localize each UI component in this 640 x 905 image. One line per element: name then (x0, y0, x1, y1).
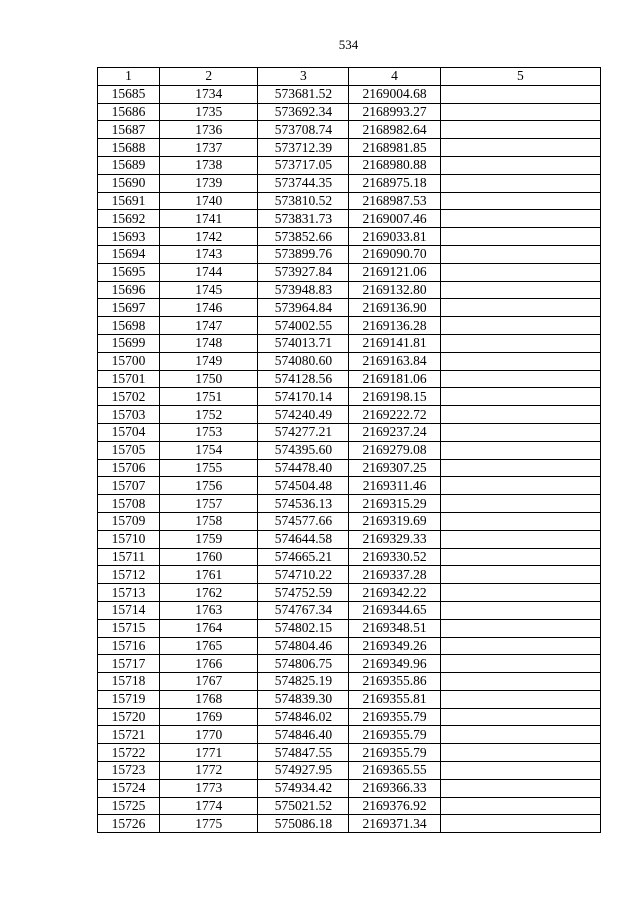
table-cell-col-1: 15700 (98, 352, 160, 370)
table-row (98, 299, 601, 317)
column-header-2: 2 (160, 68, 258, 86)
table-cell-col-2: 1735 (160, 103, 258, 121)
table-row (98, 797, 601, 815)
table-cell-col-1: 15697 (98, 299, 160, 317)
table-row (98, 263, 601, 281)
table-row (98, 601, 601, 619)
table-cell-col-4: 2169004.68 (349, 85, 440, 103)
table-row (98, 744, 601, 762)
table-row (98, 815, 601, 833)
table-cell-col-2: 1761 (160, 566, 258, 584)
table-row (98, 103, 601, 121)
table-cell-col-3: 573948.83 (258, 281, 349, 299)
table-cell-col-3: 575021.52 (258, 797, 349, 815)
table-cell-col-4: 2168982.64 (349, 121, 440, 139)
table-cell-col-1: 15720 (98, 708, 160, 726)
table-cell-col-1: 15686 (98, 103, 160, 121)
table-cell-col-1: 15725 (98, 797, 160, 815)
table-cell-col-2: 1774 (160, 797, 258, 815)
table-cell-col-1: 15712 (98, 566, 160, 584)
table-row (98, 388, 601, 406)
table-cell-col-2: 1764 (160, 619, 258, 637)
table-cell-col-5 (440, 210, 600, 228)
table-cell-col-2: 1766 (160, 655, 258, 673)
table-cell-col-5 (440, 245, 600, 263)
table-cell-col-1: 15698 (98, 317, 160, 335)
table-cell-col-2: 1746 (160, 299, 258, 317)
table-cell-col-3: 574802.15 (258, 619, 349, 637)
table-cell-col-3: 574839.30 (258, 690, 349, 708)
table-cell-col-5 (440, 103, 600, 121)
table-cell-col-4: 2169121.06 (349, 263, 440, 281)
page-number: 534 (338, 37, 359, 52)
table-cell-col-5 (440, 673, 600, 691)
table-cell-col-4: 2169090.70 (349, 245, 440, 263)
table-cell-col-5 (440, 156, 600, 174)
table-cell-col-3: 574846.02 (258, 708, 349, 726)
table-cell-col-1: 15694 (98, 245, 160, 263)
table-body (98, 85, 601, 832)
table-row (98, 762, 601, 780)
table-cell-col-5 (440, 762, 600, 780)
column-header-3: 3 (258, 68, 349, 86)
table-cell-col-4: 2169355.79 (349, 708, 440, 726)
table-cell-col-1: 15692 (98, 210, 160, 228)
table-row (98, 655, 601, 673)
table-cell-col-4: 2169355.86 (349, 673, 440, 691)
table-cell-col-4: 2169355.81 (349, 690, 440, 708)
table-cell-col-3: 574710.22 (258, 566, 349, 584)
table-row (98, 690, 601, 708)
table-cell-col-3: 574847.55 (258, 744, 349, 762)
table-cell-col-2: 1773 (160, 779, 258, 797)
table-row (98, 441, 601, 459)
table-row (98, 726, 601, 744)
table-cell-col-1: 15688 (98, 139, 160, 157)
column-header-5: 5 (440, 68, 600, 86)
table-cell-col-2: 1736 (160, 121, 258, 139)
table-cell-col-3: 573712.39 (258, 139, 349, 157)
table-cell-col-5 (440, 352, 600, 370)
table-row (98, 423, 601, 441)
table-cell-col-1: 15696 (98, 281, 160, 299)
table-cell-col-1: 15724 (98, 779, 160, 797)
table-cell-col-2: 1753 (160, 423, 258, 441)
table-cell-col-3: 573681.52 (258, 85, 349, 103)
table-cell-col-2: 1749 (160, 352, 258, 370)
table-cell-col-3: 575086.18 (258, 815, 349, 833)
table-row (98, 548, 601, 566)
table-cell-col-3: 574825.19 (258, 673, 349, 691)
table-cell-col-2: 1743 (160, 245, 258, 263)
table-cell-col-1: 15721 (98, 726, 160, 744)
table-row (98, 317, 601, 335)
table-cell-col-4: 2168987.53 (349, 192, 440, 210)
table-cell-col-1: 15714 (98, 601, 160, 619)
table-cell-col-4: 2169315.29 (349, 495, 440, 513)
table-cell-col-5 (440, 388, 600, 406)
table-cell-col-3: 574767.34 (258, 601, 349, 619)
table-cell-col-5 (440, 121, 600, 139)
table-row (98, 370, 601, 388)
table-cell-col-2: 1762 (160, 584, 258, 602)
table-row (98, 228, 601, 246)
table-cell-col-5 (440, 281, 600, 299)
table-cell-col-2: 1752 (160, 406, 258, 424)
table-cell-col-3: 574927.95 (258, 762, 349, 780)
table-cell-col-5 (440, 406, 600, 424)
table-cell-col-5 (440, 174, 600, 192)
table-cell-col-3: 573927.84 (258, 263, 349, 281)
table-cell-col-4: 2169344.65 (349, 601, 440, 619)
table-cell-col-3: 573899.76 (258, 245, 349, 263)
table-cell-col-4: 2169319.69 (349, 512, 440, 530)
table-cell-col-5 (440, 548, 600, 566)
table-cell-col-3: 574934.42 (258, 779, 349, 797)
table-cell-col-2: 1738 (160, 156, 258, 174)
table-cell-col-5 (440, 192, 600, 210)
table-cell-col-4: 2169337.28 (349, 566, 440, 584)
table-cell-col-3: 574128.56 (258, 370, 349, 388)
table-cell-col-1: 15709 (98, 512, 160, 530)
table-cell-col-1: 15702 (98, 388, 160, 406)
table-row (98, 174, 601, 192)
table-cell-col-4: 2169342.22 (349, 584, 440, 602)
table-cell-col-3: 573964.84 (258, 299, 349, 317)
table-cell-col-1: 15687 (98, 121, 160, 139)
table-cell-col-1: 15689 (98, 156, 160, 174)
table-cell-col-2: 1763 (160, 601, 258, 619)
table-cell-col-5 (440, 584, 600, 602)
table-cell-col-5 (440, 744, 600, 762)
table-cell-col-5 (440, 619, 600, 637)
table-row (98, 512, 601, 530)
table-cell-col-5 (440, 228, 600, 246)
table-cell-col-4: 2168975.18 (349, 174, 440, 192)
table-cell-col-3: 574504.48 (258, 477, 349, 495)
table-cell-col-5 (440, 459, 600, 477)
header-row (98, 68, 601, 86)
table-row (98, 245, 601, 263)
table-cell-col-2: 1734 (160, 85, 258, 103)
table-cell-col-5 (440, 477, 600, 495)
table-cell-col-4: 2169329.33 (349, 530, 440, 548)
table-cell-col-4: 2169222.72 (349, 406, 440, 424)
table-cell-col-1: 15685 (98, 85, 160, 103)
table-cell-col-1: 15716 (98, 637, 160, 655)
table-cell-col-2: 1754 (160, 441, 258, 459)
table-row (98, 334, 601, 352)
table-cell-col-5 (440, 601, 600, 619)
table-cell-col-1: 15722 (98, 744, 160, 762)
table-row (98, 477, 601, 495)
table-row (98, 495, 601, 513)
table-cell-col-3: 573744.35 (258, 174, 349, 192)
table-row (98, 708, 601, 726)
table-row (98, 210, 601, 228)
table-cell-col-5 (440, 797, 600, 815)
table-cell-col-1: 15710 (98, 530, 160, 548)
table-cell-col-5 (440, 139, 600, 157)
table-cell-col-2: 1741 (160, 210, 258, 228)
table-cell-col-4: 2169136.28 (349, 317, 440, 335)
table-cell-col-5 (440, 334, 600, 352)
table-cell-col-5 (440, 690, 600, 708)
table-cell-col-2: 1771 (160, 744, 258, 762)
table-row (98, 406, 601, 424)
table-row (98, 584, 601, 602)
table-cell-col-4: 2169365.55 (349, 762, 440, 780)
table-cell-col-1: 15719 (98, 690, 160, 708)
table-cell-col-2: 1742 (160, 228, 258, 246)
table-row (98, 779, 601, 797)
table-cell-col-3: 574395.60 (258, 441, 349, 459)
table-cell-col-2: 1765 (160, 637, 258, 655)
coordinates-table (97, 67, 601, 833)
table-cell-col-4: 2169371.34 (349, 815, 440, 833)
table-cell-col-2: 1750 (160, 370, 258, 388)
table-cell-col-1: 15704 (98, 423, 160, 441)
table-cell-col-1: 15701 (98, 370, 160, 388)
table-cell-col-2: 1745 (160, 281, 258, 299)
table-cell-col-3: 574846.40 (258, 726, 349, 744)
table-row (98, 85, 601, 103)
table-cell-col-1: 15713 (98, 584, 160, 602)
table-cell-col-2: 1768 (160, 690, 258, 708)
table-cell-col-3: 573831.73 (258, 210, 349, 228)
table-cell-col-2: 1744 (160, 263, 258, 281)
table-cell-col-4: 2168993.27 (349, 103, 440, 121)
table-cell-col-1: 15693 (98, 228, 160, 246)
table-cell-col-2: 1739 (160, 174, 258, 192)
table-cell-col-2: 1740 (160, 192, 258, 210)
table-cell-col-2: 1772 (160, 762, 258, 780)
table-row (98, 156, 601, 174)
table-cell-col-3: 574478.40 (258, 459, 349, 477)
table-cell-col-5 (440, 566, 600, 584)
table-row (98, 530, 601, 548)
table-cell-col-1: 15726 (98, 815, 160, 833)
table-cell-col-3: 574577.66 (258, 512, 349, 530)
table-cell-col-2: 1770 (160, 726, 258, 744)
table-cell-col-2: 1737 (160, 139, 258, 157)
table-cell-col-4: 2169366.33 (349, 779, 440, 797)
table-cell-col-5 (440, 637, 600, 655)
table-cell-col-1: 15715 (98, 619, 160, 637)
table-cell-col-4: 2169136.90 (349, 299, 440, 317)
table-cell-col-4: 2169349.96 (349, 655, 440, 673)
table-cell-col-1: 15711 (98, 548, 160, 566)
table-cell-col-2: 1748 (160, 334, 258, 352)
table-cell-col-1: 15705 (98, 441, 160, 459)
table-row (98, 281, 601, 299)
table-row (98, 566, 601, 584)
table-cell-col-5 (440, 423, 600, 441)
table-cell-col-5 (440, 263, 600, 281)
table-row (98, 459, 601, 477)
table-row (98, 637, 601, 655)
table-cell-col-2: 1760 (160, 548, 258, 566)
table-row (98, 192, 601, 210)
table-cell-col-3: 573692.34 (258, 103, 349, 121)
table-cell-col-5 (440, 779, 600, 797)
table-cell-col-4: 2169330.52 (349, 548, 440, 566)
table-cell-col-3: 574277.21 (258, 423, 349, 441)
table-cell-col-1: 15708 (98, 495, 160, 513)
table-cell-col-1: 15707 (98, 477, 160, 495)
table-cell-col-4: 2168981.85 (349, 139, 440, 157)
table-cell-col-5 (440, 317, 600, 335)
table-row (98, 619, 601, 637)
table-cell-col-1: 15703 (98, 406, 160, 424)
table-cell-col-3: 573708.74 (258, 121, 349, 139)
table-cell-col-3: 574002.55 (258, 317, 349, 335)
table-cell-col-4: 2169181.06 (349, 370, 440, 388)
table-cell-col-2: 1756 (160, 477, 258, 495)
table-cell-col-3: 573852.66 (258, 228, 349, 246)
table-cell-col-3: 574806.75 (258, 655, 349, 673)
table-cell-col-3: 574644.58 (258, 530, 349, 548)
table-cell-col-2: 1759 (160, 530, 258, 548)
table-cell-col-3: 574665.21 (258, 548, 349, 566)
table-cell-col-3: 574804.46 (258, 637, 349, 655)
table-cell-col-3: 574240.49 (258, 406, 349, 424)
table-cell-col-5 (440, 708, 600, 726)
table-cell-col-4: 2169307.25 (349, 459, 440, 477)
column-header-1: 1 (98, 68, 160, 86)
table-cell-col-5 (440, 495, 600, 513)
table-cell-col-4: 2169163.84 (349, 352, 440, 370)
table-cell-col-2: 1755 (160, 459, 258, 477)
table-cell-col-2: 1758 (160, 512, 258, 530)
table-cell-col-4: 2169349.26 (349, 637, 440, 655)
table-cell-col-4: 2169355.79 (349, 744, 440, 762)
table-cell-col-1: 15695 (98, 263, 160, 281)
table-cell-col-5 (440, 441, 600, 459)
table-cell-col-4: 2169355.79 (349, 726, 440, 744)
table-cell-col-1: 15723 (98, 762, 160, 780)
table-row (98, 121, 601, 139)
table-cell-col-3: 574170.14 (258, 388, 349, 406)
table-cell-col-4: 2169132.80 (349, 281, 440, 299)
table-cell-col-1: 15706 (98, 459, 160, 477)
table-cell-col-2: 1747 (160, 317, 258, 335)
table-cell-col-4: 2168980.88 (349, 156, 440, 174)
table-row (98, 673, 601, 691)
column-header-4: 4 (349, 68, 440, 86)
table-cell-col-4: 2169311.46 (349, 477, 440, 495)
table-cell-col-1: 15691 (98, 192, 160, 210)
table-cell-col-5 (440, 85, 600, 103)
table-cell-col-3: 574752.59 (258, 584, 349, 602)
table-cell-col-4: 2169237.24 (349, 423, 440, 441)
table-cell-col-3: 573717.05 (258, 156, 349, 174)
table-cell-col-4: 2169141.81 (349, 334, 440, 352)
table-cell-col-4: 2169198.15 (349, 388, 440, 406)
table-cell-col-3: 574536.13 (258, 495, 349, 513)
table-cell-col-4: 2169348.51 (349, 619, 440, 637)
table-cell-col-1: 15699 (98, 334, 160, 352)
table-cell-col-2: 1775 (160, 815, 258, 833)
table-cell-col-2: 1757 (160, 495, 258, 513)
table-row (98, 352, 601, 370)
table-cell-col-5 (440, 530, 600, 548)
table-cell-col-5 (440, 655, 600, 673)
table-row (98, 139, 601, 157)
table-cell-col-4: 2169033.81 (349, 228, 440, 246)
table-cell-col-4: 2169007.46 (349, 210, 440, 228)
table-cell-col-1: 15718 (98, 673, 160, 691)
table-cell-col-2: 1751 (160, 388, 258, 406)
table-header (98, 68, 601, 86)
table-cell-col-5 (440, 512, 600, 530)
table-cell-col-5 (440, 815, 600, 833)
table-cell-col-3: 573810.52 (258, 192, 349, 210)
table-cell-col-3: 574013.71 (258, 334, 349, 352)
table-cell-col-4: 2169279.08 (349, 441, 440, 459)
table-cell-col-1: 15690 (98, 174, 160, 192)
table-cell-col-4: 2169376.92 (349, 797, 440, 815)
table-cell-col-5 (440, 299, 600, 317)
table-cell-col-5 (440, 370, 600, 388)
table-cell-col-5 (440, 726, 600, 744)
table-cell-col-1: 15717 (98, 655, 160, 673)
table-cell-col-2: 1769 (160, 708, 258, 726)
table-cell-col-3: 574080.60 (258, 352, 349, 370)
table-cell-col-2: 1767 (160, 673, 258, 691)
